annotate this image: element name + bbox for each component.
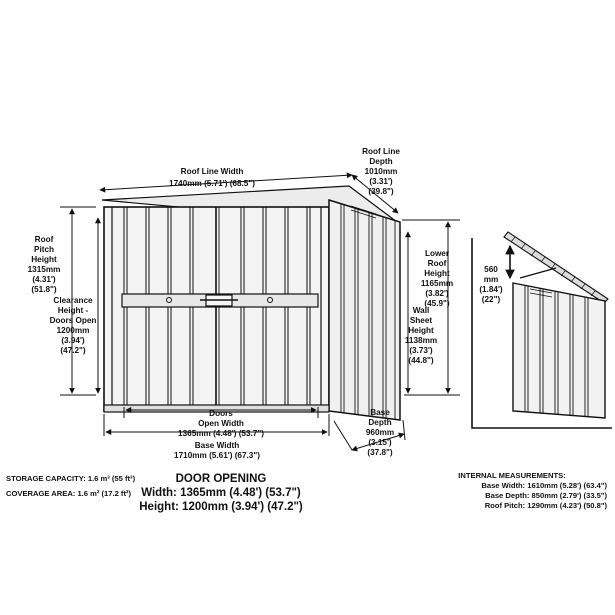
internal-roof-pitch: Roof Pitch: 1290mm (4.23') (50.8") xyxy=(484,501,607,510)
wall-sheet-l3: Height xyxy=(408,326,434,335)
internal-base-depth: Base Depth: 850mm (2.79') (33.5") xyxy=(485,491,607,500)
wall-sheet-l4: 1138mm xyxy=(404,336,438,345)
shed-front-view xyxy=(102,186,400,420)
roof-lift-l1: 560 xyxy=(484,265,498,274)
roof-pitch-l2: Pitch xyxy=(33,245,55,254)
clearance-l3: Doors Open xyxy=(49,316,97,325)
internal-base-width: Base Width: 1610mm (5.28') (63.4") xyxy=(481,481,607,490)
doors-open-l3: 1365mm (4.48') (53.7") xyxy=(178,429,264,438)
lower-roof-l4: 1165mm xyxy=(420,279,454,288)
door-opening-title: DOOR OPENING xyxy=(175,473,267,485)
roof-line-width-value: 1740mm (5.71') (68.5") xyxy=(169,179,255,188)
roof-lift-l3: (1.84') xyxy=(479,285,503,294)
roof-pitch-l3: Height xyxy=(31,255,57,264)
roof-line-depth-l5: (39.8") xyxy=(368,187,394,196)
base-depth-l2: Depth xyxy=(368,418,392,427)
lower-roof-l5: (3.82') xyxy=(425,289,449,298)
inset-side-view xyxy=(472,232,612,428)
wall-sheet-l5: (3.73') xyxy=(409,346,433,355)
base-width-l1: Base Width xyxy=(194,441,240,450)
lower-roof-l3: Height xyxy=(424,269,450,278)
roof-pitch-l6: (51.8") xyxy=(31,285,57,294)
roof-lift-l2: mm xyxy=(483,275,499,284)
doors-open-l1: Doors xyxy=(209,409,233,418)
base-depth-l4: (3.15') xyxy=(368,438,392,447)
lower-roof-l1: Lower xyxy=(424,249,450,258)
wall-sheet-l6: (44.8") xyxy=(408,356,434,365)
base-depth-l1: Base xyxy=(370,408,390,417)
wall-sheet-l2: Sheet xyxy=(409,316,433,325)
roof-line-depth-l3: 1010mm xyxy=(364,167,398,176)
door-opening-width: Width: 1365mm (4.48') (53.7") xyxy=(141,487,301,499)
wall-sheet-l1: Wall xyxy=(412,306,430,315)
base-width-l2: 1710mm (5.61') (67.3") xyxy=(174,451,260,460)
internal-title: INTERNAL MEASUREMENTS: xyxy=(458,471,566,480)
storage-capacity: STORAGE CAPACITY: 1.6 m³ (55 ft³) xyxy=(6,474,136,483)
base-depth-l3: 960mm xyxy=(365,428,395,437)
clearance-l1: Clearance xyxy=(53,296,93,305)
roof-line-depth-l4: (3.31') xyxy=(369,177,393,186)
clearance-l4: 1200mm xyxy=(56,326,90,335)
roof-line-depth-l1: Roof Line xyxy=(362,147,400,156)
lower-roof-l2: Roof xyxy=(427,259,447,268)
coverage-area: COVERAGE AREA: 1.6 m² (17.2 ft²) xyxy=(6,489,132,498)
clearance-l6: (47.2") xyxy=(60,346,86,355)
roof-pitch-l5: (4.31') xyxy=(32,275,56,284)
bottom-info xyxy=(6,471,607,513)
doors-open-l2: Open Width xyxy=(198,419,244,428)
roof-pitch-l1: Roof xyxy=(34,235,54,244)
lower-roof-l6: (45.9") xyxy=(424,299,450,308)
roof-line-depth-l2: Depth xyxy=(369,157,393,166)
clearance-l5: (3.94') xyxy=(61,336,85,345)
base-depth-l5: (37.8") xyxy=(367,448,393,457)
clearance-l2: Height - xyxy=(57,306,89,315)
roof-pitch-l4: 1315mm xyxy=(27,265,61,274)
door-opening-height: Height: 1200mm (3.94') (47.2") xyxy=(139,501,303,513)
roof-lift-l4: (22") xyxy=(481,295,501,304)
roof-line-width-title: Roof Line Width xyxy=(180,167,244,176)
